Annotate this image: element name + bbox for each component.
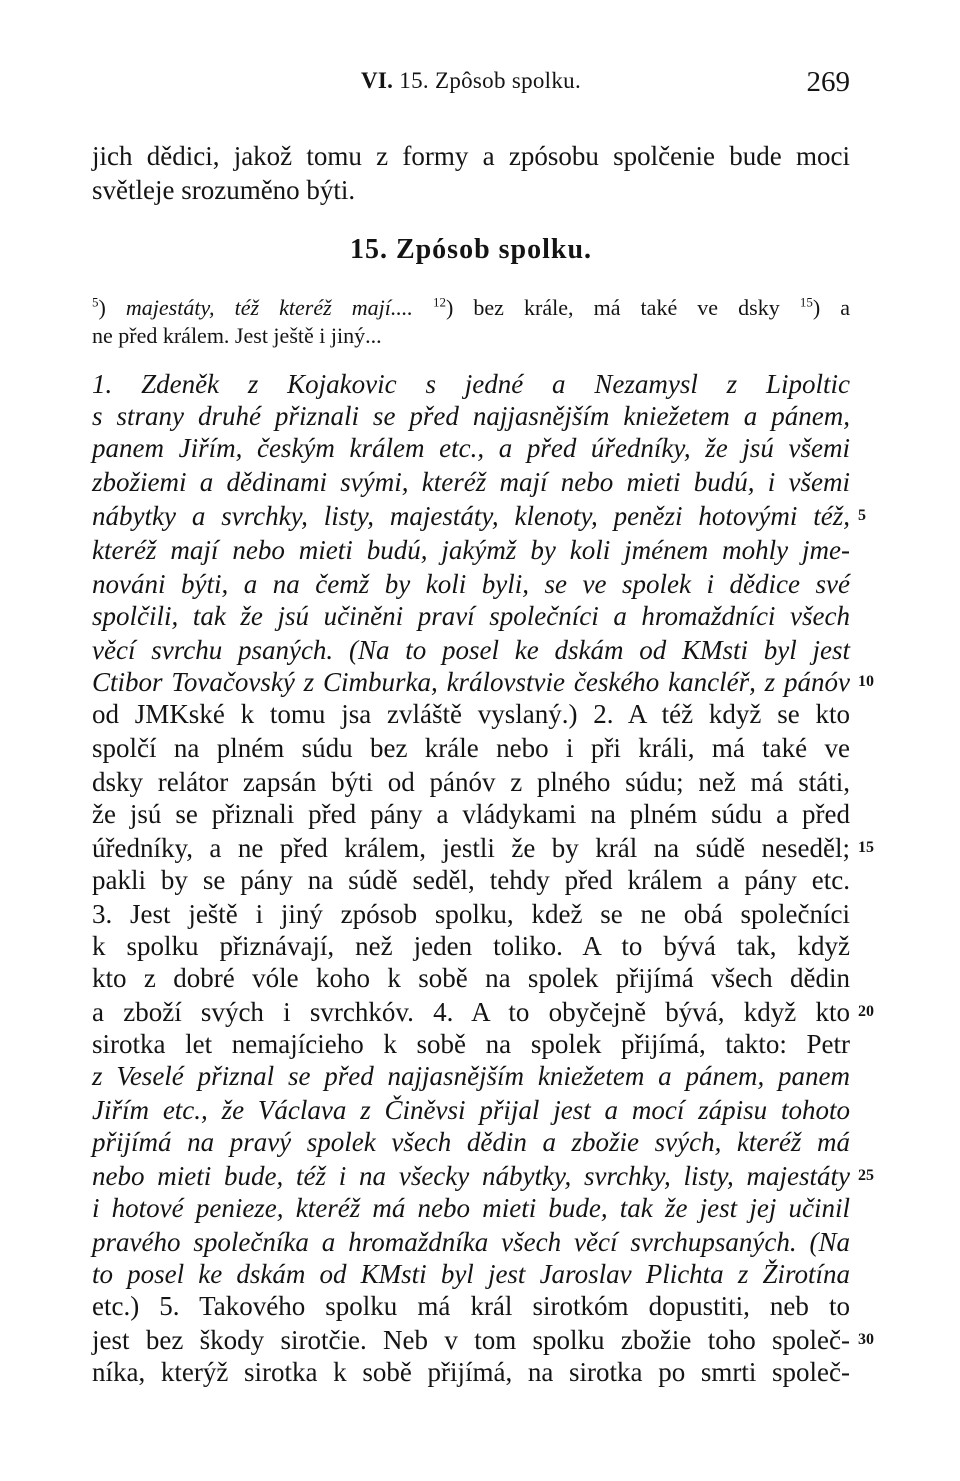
text-line: zbožiemi a dědinami svými, kteréž mají nebo mieti budú, i všemi <box>92 467 850 497</box>
text-line: že jsú se přiznali před pány a vládykami na plném súdu a před <box>92 799 850 829</box>
page-header <box>92 68 850 108</box>
variant-text: majestáty, též kteréž mají.... <box>125 295 413 320</box>
text-line: etc.) 5. Takového spolku má král sirotkóm dopustiti, neb to <box>92 1291 850 1321</box>
text-line: věcí svrchu psaných. (Na to posel ke dskám od KMsti byl jest <box>92 635 850 665</box>
text-line: kteréž mají nebo mieti budú, jakýmž by koli jménem mohly jme- <box>92 535 850 565</box>
variant-text: bez krále, má také ve dsky <box>473 295 780 320</box>
text-line: jest bez škody sirotčie. Neb v tom spolku zbožie toho společ- <box>92 1325 850 1355</box>
text-line: Ctibor Tovačovský z Cimburka, královstvie českého kancléř, z pánóv <box>92 667 850 697</box>
text-line: pakli by se pány na súdě seděl, tehdy před králem a pány etc. <box>92 865 850 895</box>
line-number: 25 <box>858 1167 874 1184</box>
text-line: níka, kterýž sirotka k sobě přijímá, na sirotka po smrti společ- <box>92 1357 850 1387</box>
page-number: 269 <box>806 66 850 98</box>
line-number: 20 <box>858 1003 874 1020</box>
text-line: úředníky, a ne před králem, jestli že by král na súdě neseděl; <box>92 833 850 863</box>
text-line: 3. Jest ještě i jiný zpósob spolku, kdež se ne obá společníci <box>92 899 850 929</box>
text-line: a zboží svých i svrchkóv. 4. A to obyčejně bývá, když kto <box>92 997 850 1027</box>
line-number: 30 <box>858 1331 874 1348</box>
running-title: 15. Zpôsob spolku. <box>399 68 582 93</box>
text-line: k spolku přiznávají, než jeden toliko. A to bývá tak, když <box>92 931 850 961</box>
line-number: 10 <box>858 673 874 690</box>
text-line: z Veselé přiznal se před najjasnějším kniežetem a pánem, panem <box>92 1061 850 1091</box>
apparatus-line: ne před králem. Jest ještě i jiný... <box>92 323 382 348</box>
text-line: kto z dobré vóle koho k sobě na spolek přijímá všech dědin <box>92 963 850 993</box>
text-line: Jiřím etc., že Václava z Činěvsi přijal jest a mocí zápisu tohoto <box>92 1095 850 1125</box>
text-line: dsky relátor zapsán býti od pánóv z plného súdu; než má státi, <box>92 767 850 797</box>
text-line: nováni býti, a na čemž by koli byli, se ve spolek i dědice své <box>92 569 850 599</box>
apparatus-line: $^5$) majestáty, též kteréž mají.... $^{12}$) bez krále, má také ve dsky $^{15}$) a <box>92 294 850 320</box>
text-line: panem Jiřím, českým králem etc., a před úředníky, že jsú všemi <box>92 433 850 463</box>
text-line: i hotové penieze, kteréž má nebo mieti bude, tak že jest jej učinil <box>92 1193 850 1223</box>
text-line: jich dědici, jakož tomu z formy a zpósobu spolčenie bude moci <box>92 141 850 171</box>
chapter-number: VI. <box>360 68 394 93</box>
line-number: 15 <box>858 839 874 856</box>
text-line: nábytky a svrchky, listy, majestáty, klenoty, penězi hotovými též, <box>92 501 850 531</box>
text-line: sirotka let nemajícieho k sobě na spolek přijímá, takto: Petr <box>92 1029 850 1059</box>
text-line: od JMKské k tomu jsa zvláště vyslaný.) 2. A též když se kto <box>92 699 850 729</box>
text-line: spolčí na plném súdu bez krále nebo i při králi, má také ve <box>92 733 850 763</box>
note-marker: 15 <box>799 294 813 310</box>
text-line: světleje srozuměno býti. <box>92 175 356 205</box>
section-title: 15. Zpósob spolku. <box>349 234 593 265</box>
text-line: s strany druhé přiznali se před najjasnějším kniežetem a pánem, <box>92 401 850 431</box>
text-line: to posel ke dskám od KMsti byl jest Jaroslav Plichta z Žirotína <box>92 1259 850 1289</box>
note-marker: 12 <box>432 294 446 310</box>
text-line: pravého společníka a hromaždníka všech věcí svrchupsaných. (Na <box>92 1227 850 1257</box>
line-number: 5 <box>858 507 866 524</box>
text-line: spolčili, tak že jsú učiněni praví společníci a hromaždníci všech <box>92 601 850 631</box>
running-head <box>92 68 850 94</box>
text-line: nebo mieti bude, též i na všecky nábytky, svrchky, listy, majestáty <box>92 1161 850 1191</box>
variant-text: a <box>840 295 850 320</box>
text-line: 1. Zdeněk z Kojakovic s jedné a Nezamysl z Lipoltic <box>92 369 850 399</box>
text-line: přijímá na pravý spolek všech dědin a zbožie svých, kteréž má <box>92 1127 850 1157</box>
note-marker: 5 <box>92 294 99 310</box>
